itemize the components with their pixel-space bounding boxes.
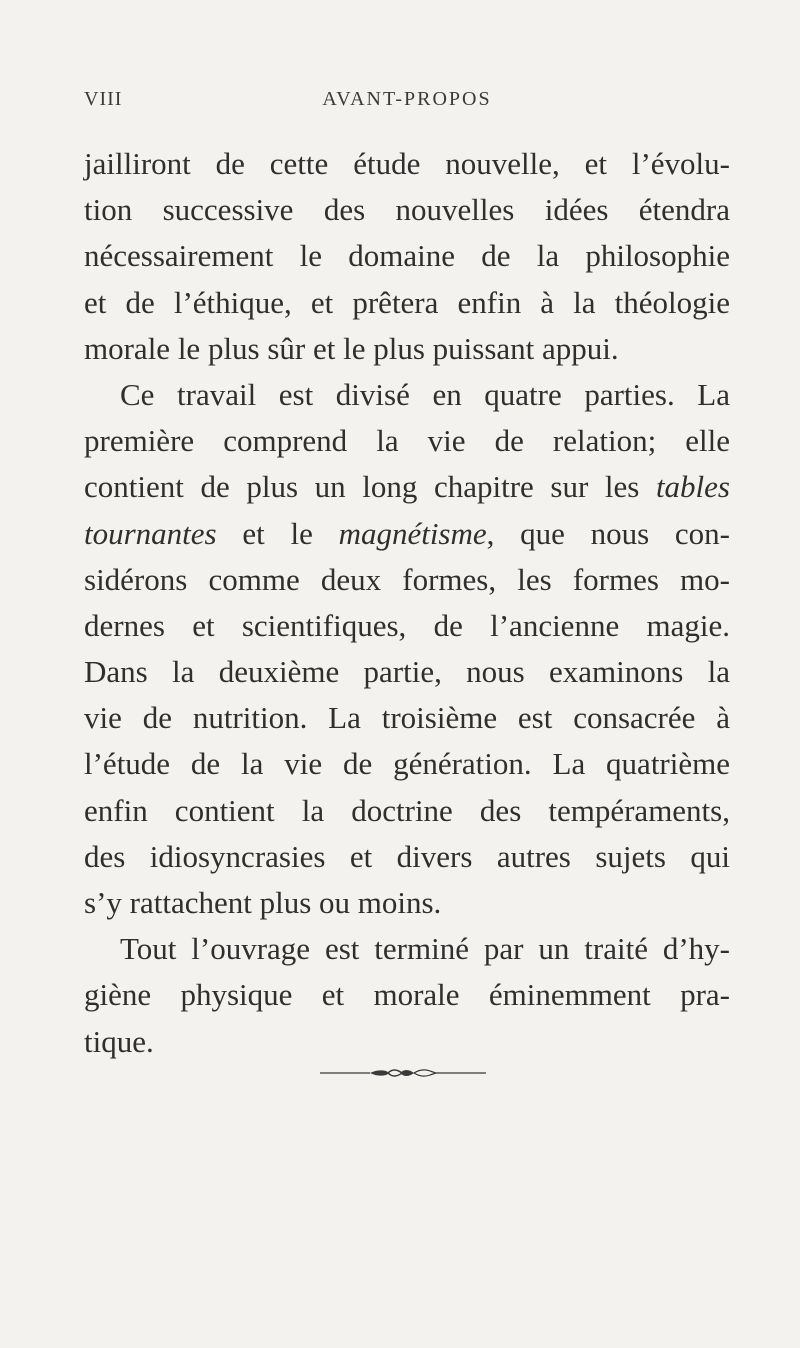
text-line: Dans la deuxième partie, nous examinons la [84,654,730,690]
text-line: giène physique et morale éminemment pra- [84,977,730,1013]
running-title: AVANT-PROPOS [322,88,492,110]
text-line: tique. [84,1023,154,1059]
tailpiece-ornament-icon [318,1066,488,1080]
italic-term: magnétisme [338,515,487,551]
text-line: l’étude de la vie de génération. La quatrième [84,746,730,782]
text-line: jailliront de cette étude nouvelle, et l’évolu- [84,146,730,181]
text-line: tion successive des nouvelles idées étendra [84,192,730,228]
text-line: première comprend la vie de relation; elle [84,423,730,459]
page-number: VIII [84,88,123,110]
paragraph-start-line: Tout l’ouvrage est terminé par un traité d’hy- [120,931,730,967]
running-head [84,88,730,118]
text-line: vie de nutrition. La troisième est consacrée à [84,700,730,736]
text-line: et de l’éthique, et prêtera enfin à la théologie [84,284,730,320]
italic-term: tables [655,469,730,505]
italic-term: tournantes [84,515,217,551]
text-line: s’y rattachent plus ou moins. [84,885,442,920]
text-line: tournantes et le magnétisme, que nous con- [84,515,730,551]
text-line: nécessairement le domaine de la philosophie [84,238,730,274]
paragraph-start-line: Ce travail est divisé en quatre parties. La [120,376,730,412]
text-line: dernes et scientifiques, de l’ancienne magie. [84,607,730,643]
text-line: enfin contient la doctrine des tempéraments, [84,792,730,828]
text-line: contient de plus un long chapitre sur les tables [84,469,730,505]
text-line: sidérons comme deux formes, les formes mo- [84,561,730,597]
text-line: des idiosyncrasies et divers autres sujets qui [84,838,730,874]
body-text [84,141,730,1065]
text-line: morale le plus sûr et le plus puissant appui. [84,330,619,366]
